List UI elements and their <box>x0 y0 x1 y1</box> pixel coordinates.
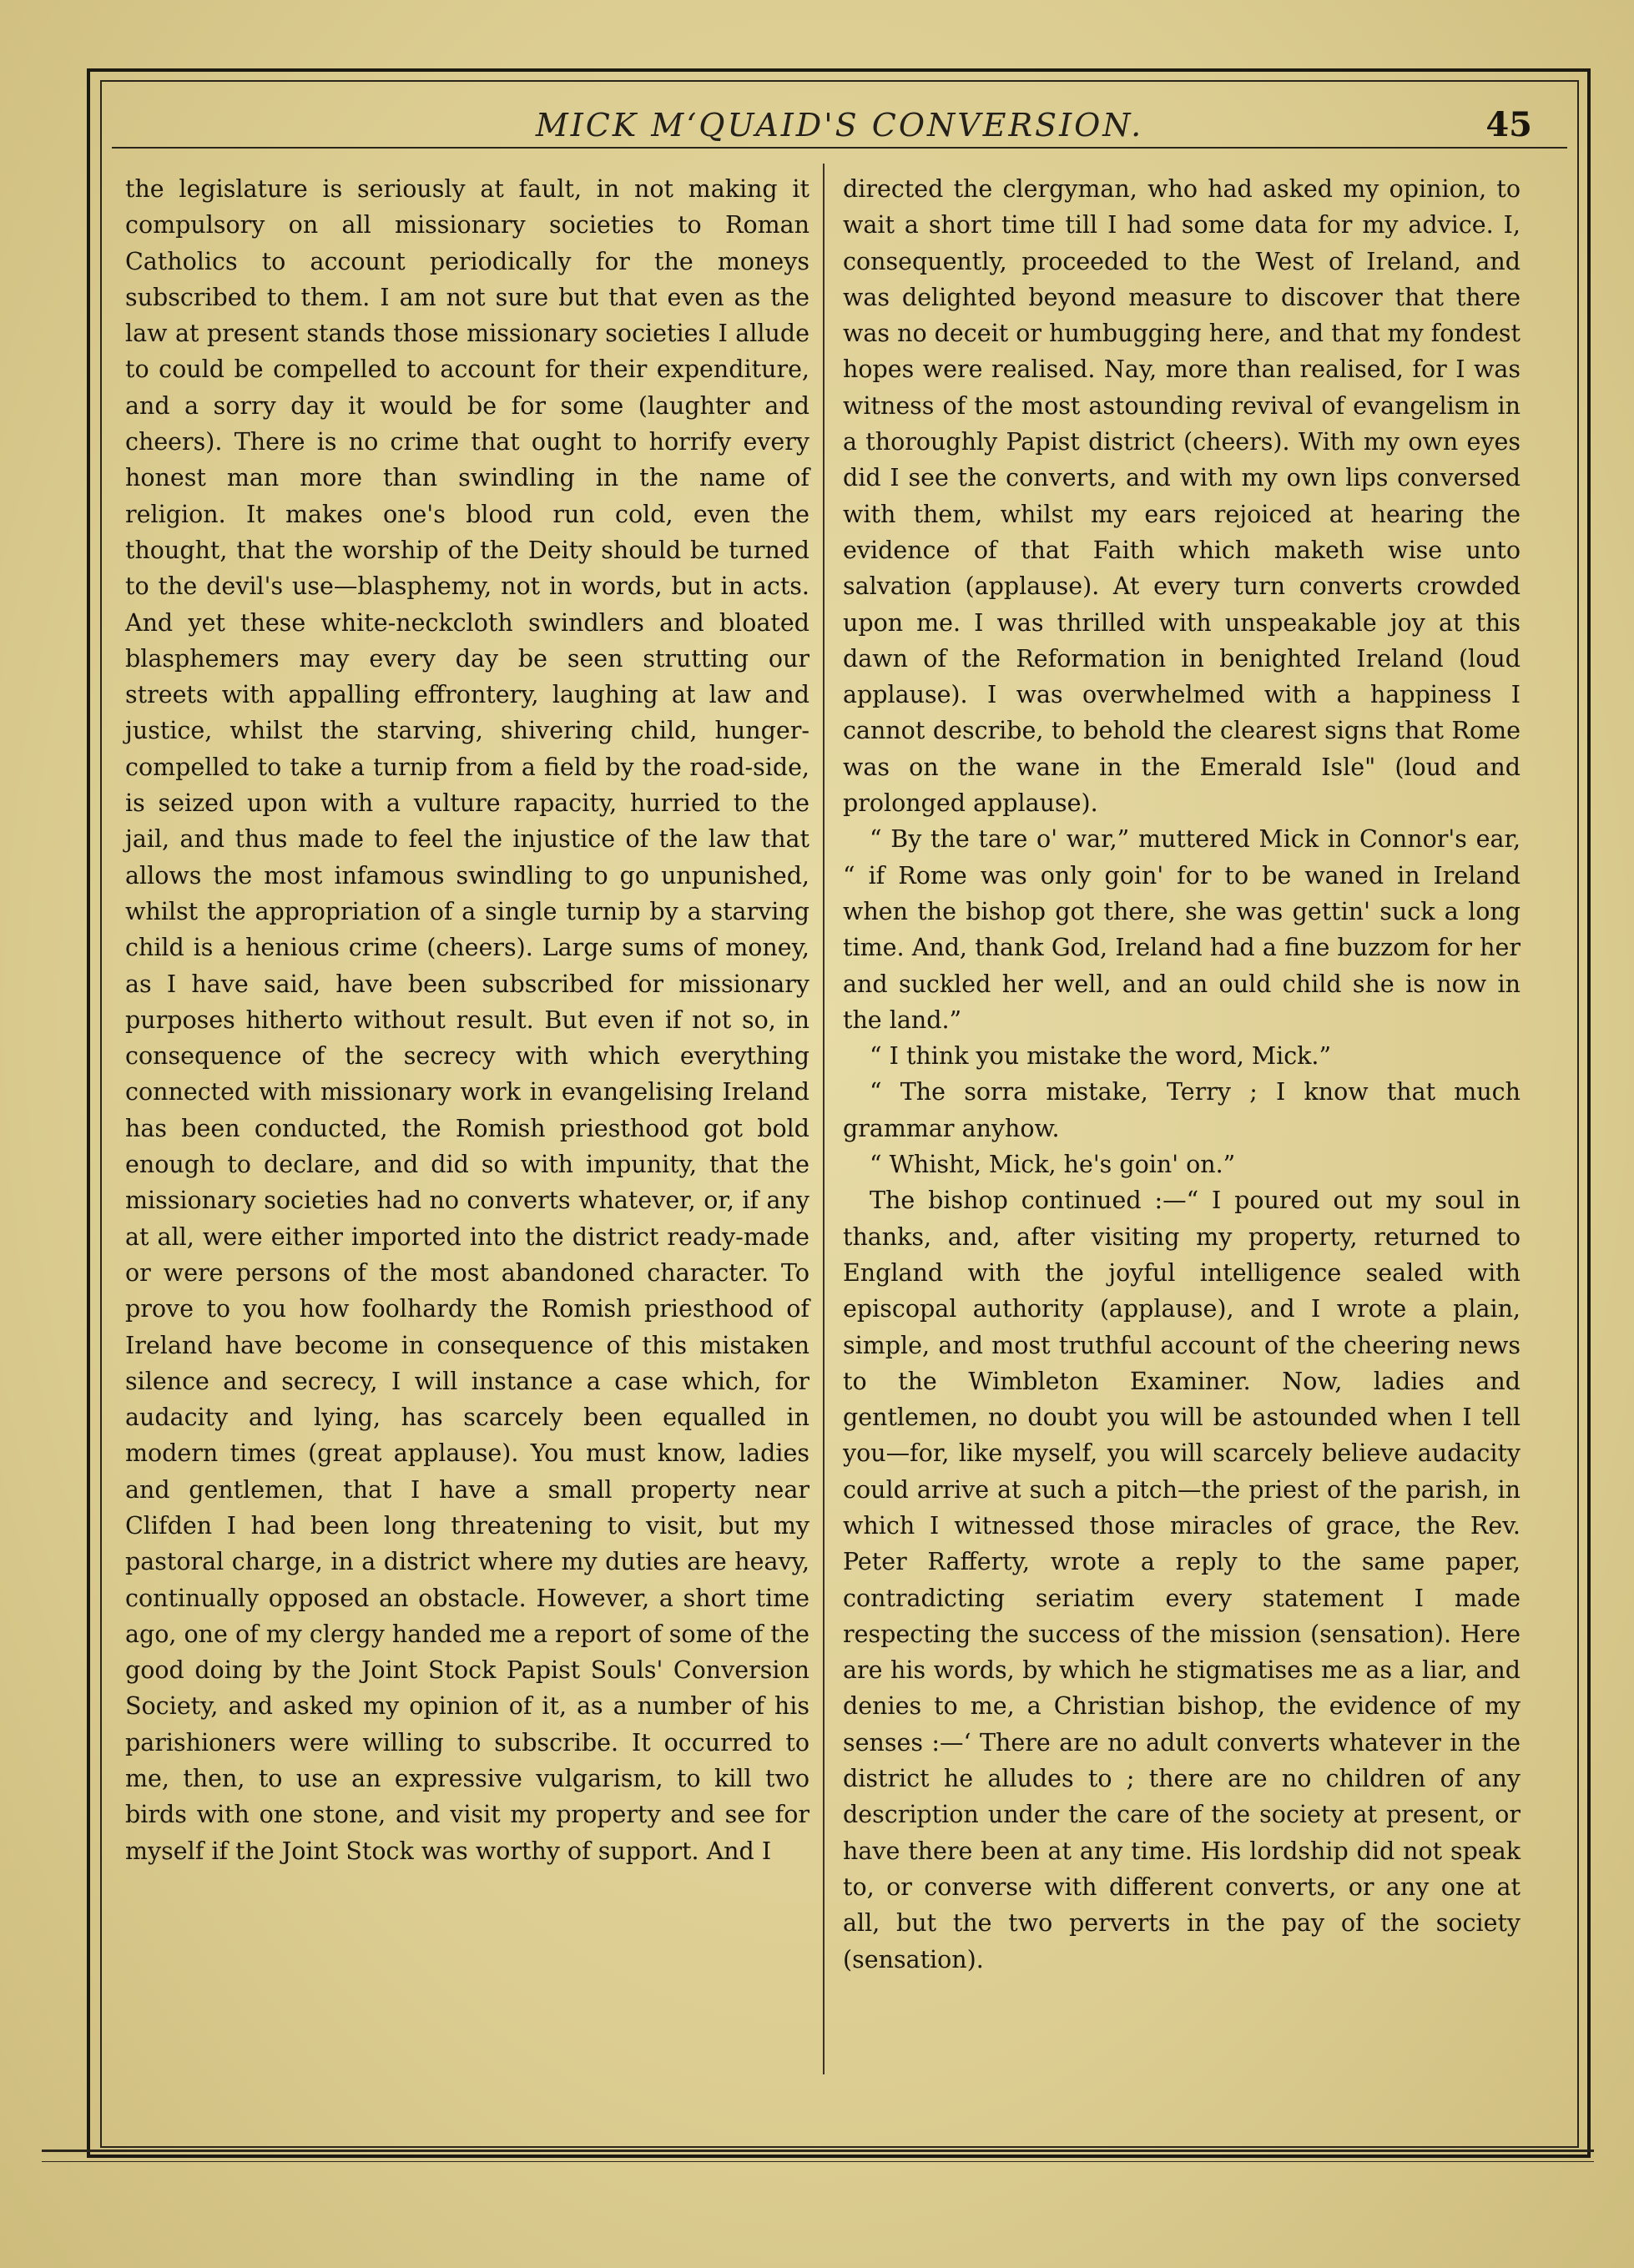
page-number: 45 <box>1485 105 1532 144</box>
paragraph: “ By the tare o' war,” muttered Mick in Connor's ear, “ if Rome was only goin' for to be waned in Ireland when the bishop got there, she was gettin' suck a long time. And, thank God, Ireland had a fine buzzom for her and suckled her well, and an ould child she is now in the land.” <box>843 825 1521 1034</box>
right-column <box>843 171 1521 1978</box>
header-rule <box>112 147 1567 149</box>
paragraph: The bishop continued :—“ I poured out my soul in thanks, and, after visiting my property, returned to England with the joyful intelligence sealed with episcopal authority (applause), and I wrote a plain, simple, and most truthful account of the cheering news to the Wimbleton Examiner. Now, ladies and gentlemen, no doubt you will be astounded when I tell you—for, like myself, you will scarcely believe audacity could arrive at such a pitch—the priest of the parish, in which I witnessed those miracles of grace, the Rev. Peter Rafferty, wrote a reply to the same paper, contradicting seriatim every statement I made respecting the success of the mission (sensation). Here are his words, by which he stigmatises me as a liar, and denies to me, a Christian bishop, the evidence of my senses :—‘ There are no adult converts whatever in the district he alludes to ; there are no children of any description under the care of the society at present, or have there been at any time. His lordship did not speak to, or converse with different converts, or any one at all, but the two perverts in the pay of the society (sensation). <box>843 1187 1521 1973</box>
bottom-rule-thin <box>42 2161 1594 2162</box>
left-column <box>125 171 809 1869</box>
paragraph: “ I think you mistake the word, Mick.” <box>870 1042 1332 1071</box>
bottom-rule <box>42 2150 1594 2152</box>
column-divider <box>823 164 825 2074</box>
paragraph: “ The sorra mistake, Terry ; I know that much grammar anyhow. <box>843 1078 1521 1142</box>
paragraph: directed the clergyman, who had asked my opinion, to wait a short time till I had some data for my advice. I, consequently, proceeded to the West of Ireland, and was delighted beyond measure to discover that there was no deceit or humbugging here, and that my fondest hopes were realised. Nay, more than realised, for I was witness of the most astounding revival of evangelism in a thoroughly Papist district (cheers). With my own eyes did I see the converts, and with my own lips conversed with them, whilst my ears rejoiced at hearing the evidence of that Faith which maketh wise unto salvation (applause). At every turn converts crowded upon me. I was thrilled with unspeakable joy at this dawn of the Reformation in benighted Ireland (loud applause). I was overwhelmed with a happiness I cannot describe, to behold the clearest signs that Rome was on the wane in the Emerald Isle" (loud and prolonged applause). <box>843 175 1521 818</box>
paragraph: the legislature is seriously at fault, in not making it compulsory on all missionary societies to Roman Catholics to account periodically for the moneys subscribed to them. I am not sure but that even as the law at present stands those missionary societies I allude to could be compelled to account for their expenditure, and a sorry day it would be for some (laughter and cheers). There is no crime that ought to horrify every honest man more than swindling in the name of religion. It makes one's blood run cold, even the thought, that the worship of the Deity should be turned to the devil's use—blasphemy, not in words, but in acts. And yet these white-neckcloth swindlers and bloated blasphemers may every day be seen strutting our streets with appalling effrontery, laughing at law and justice, whilst the starving, shivering child, hunger-compelled to take a turnip from a field by the road-side, is seized upon with a vulture rapacity, hurried to the jail, and thus made to feel the injustice of the law that allows the most infamous swindling to go unpunished, whilst the appropriation of a single turnip by a starving child is a henious crime (cheers). Large sums of money, as I have said, have been subscribed for missionary purposes hitherto without result. But even if not so, in consequence of the secrecy with which everything connected with missionary work in evangelising Ireland has been conducted, the Romish priesthood got bold enough to declare, and did so with impunity, that the missionary societies had no converts whatever, or, if any at all, were either imported into the district ready-made or were persons of the most abandoned character. To prove to you how foolhardy the Romish priesthood of Ireland have become in consequence of this mistaken silence and secrecy, I will instance a case which, for audacity and lying, has scarcely been equalled in modern times (great applause). You must know, ladies and gentlemen, that I have a small property near Clifden I had been long threatening to visit, but my pastoral charge, in a district where my duties are heavy, continually opposed an obstacle. However, a short time ago, one of my clergy handed me a report of some of the good doing by the Joint Stock Papist Souls' Conversion Society, and asked my opinion of it, as a number of his parishioners were willing to subscribe. It occurred to me, then, to use an expressive vulgarism, to kill two birds with one stone, and visit my property and see for myself if the Joint Stock was worthy of support. And I <box>125 175 809 1865</box>
paragraph: “ Whisht, Mick, he's goin' on.” <box>870 1151 1236 1179</box>
page-header <box>100 83 1579 167</box>
running-title: MICK M‘QUAID'S CONVERSION. <box>535 107 1144 144</box>
